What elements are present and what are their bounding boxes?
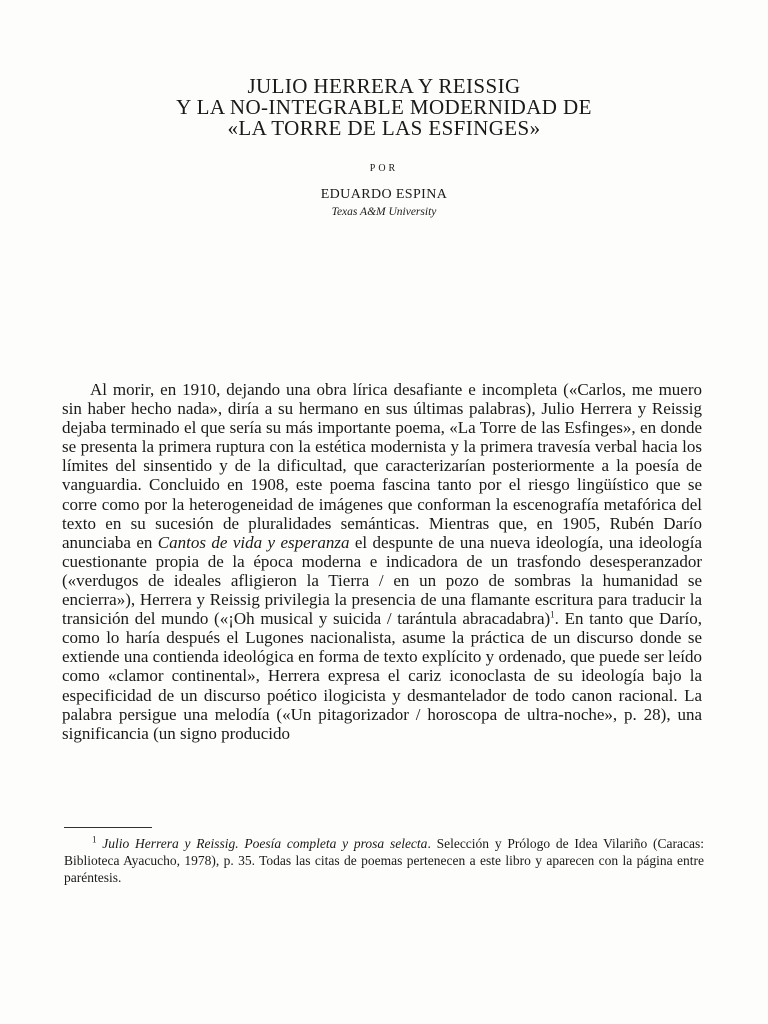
footnote-italic: Julio Herrera y Reissig. Poesía completa y prosa selecta (102, 836, 428, 851)
footnote-text: . Selección y Prólogo de Idea Vilariño (Caracas: Biblioteca Ayacucho, 1978), p. 35. Todas las citas de poemas pertenecen a este libro y aparecen con la página entre paréntesis. (64, 836, 705, 885)
footnote (64, 835, 704, 886)
author-name: EDUARDO ESPINA (320, 187, 448, 202)
body-text-segment-1: Al morir, en 1910, dejando una obra lírica desafiante e incompleta («Carlos, me muero sin haber hecho nada», diría a su hermano en sus últimas palabras), Julio Herrera y Reissig dejaba terminado el que sería su más importante poema, «La Torre de las Esfinges», en donde se presenta la primera ruptura con la estética modernista y la primera travesía verbal hacia los límites del sinsentido y de la dificultad, que caracterizarían posteriormente a la poesía de vanguardia. Concluido en 1908, este poema fascina tanto por el riesgo lingüístico que se corre como por la heterogeneidad de imágenes que conforman la escenografía metafórica del texto en su sucesión de pluralidades semánticas. Mientras que, en 1905, Rubén Darío anunciaba en (62, 380, 702, 552)
body-text (62, 380, 702, 743)
body-paragraph (62, 380, 702, 743)
article-header (0, 76, 768, 219)
footnote-divider (64, 827, 152, 828)
footnote-marker: 1 (92, 834, 97, 845)
title-line-1: JULIO HERRERA Y REISSIG (247, 74, 521, 98)
title-line-2: Y LA NO-INTEGRABLE MODERNIDAD DE (176, 95, 592, 119)
author-affiliation: Texas A&M University (331, 206, 437, 218)
footnote-paragraph (64, 835, 704, 886)
book-title-italic: Cantos de vida y esperanza (157, 532, 350, 552)
body-text-segment-3: . En tanto que Darío, como lo haría después el Lugones nacionalista, asume la práctica de un discurso donde se extiende una contienda ideológica en forma de texto explícito y ordenado, que puede ser leído como «clamor continental», Herrera expresa el cariz iconoclasta de su ideología bajo la especificidad de un discurso poético ilogicista y desmantelador de todo canon racional. La palabra persigue una melodía («Un pitagorizador / horoscopa de ultra-noche», p. 28), una significancia (un signo producido (62, 609, 702, 743)
byline-por: POR (369, 163, 399, 174)
body-text-segment-2: el despunte de una nueva ideología, una ideología cuestionante propia de la época moderna e indicadora de un trasfondo desesperanzador («verdugos de ideales afligieron la Tierra / en un pozo de sombras la humanidad se encierra»), Herrera y Reissig privilegia la presencia de una flamante escritura para traducir la transición del mundo («¡Oh musical y suicida / tarántula abracadabra) (62, 532, 702, 629)
title-line-3: «LA TORRE DE LAS ESFINGES» (227, 116, 541, 140)
footnote-reference: 1 (550, 609, 555, 620)
